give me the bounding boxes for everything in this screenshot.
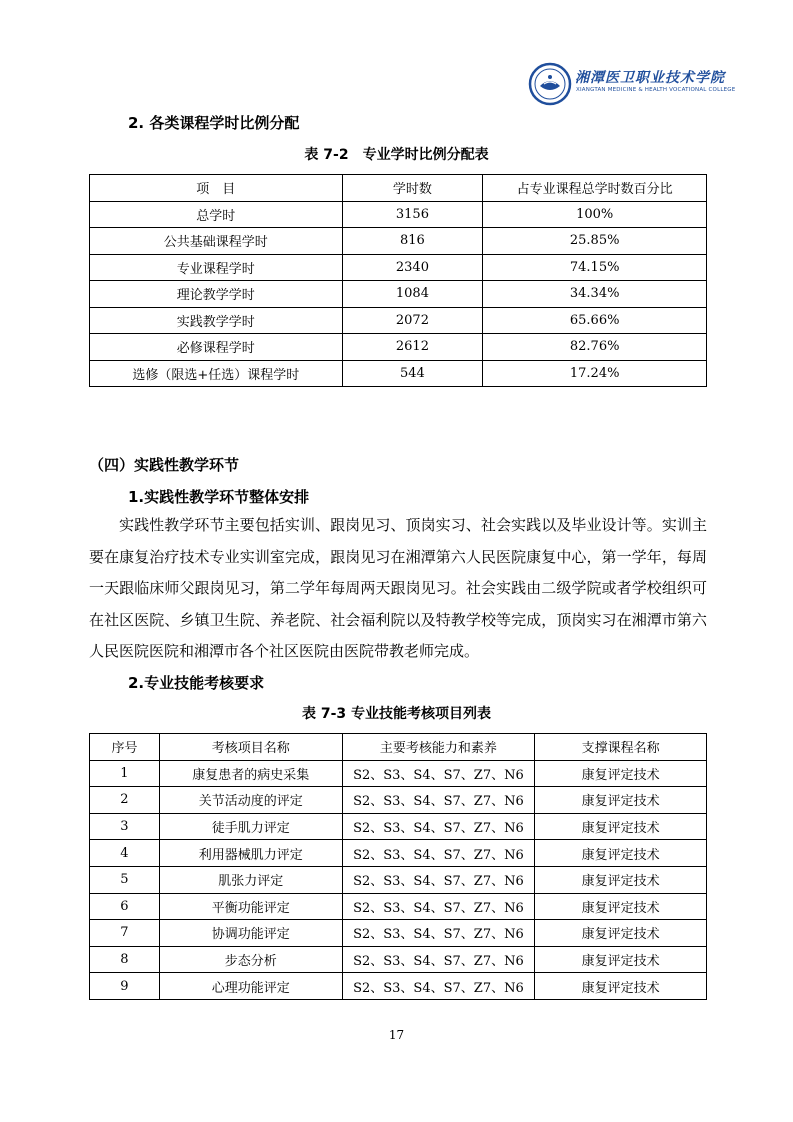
table-cell: 康复评定技术 (535, 893, 707, 920)
table-cell: 7 (90, 920, 160, 947)
practical-teaching-paragraph: 实践性教学环节主要包括实训、跟岗见习、顶岗实习、社会实践以及毕业设计等。实训主要在康复治疗技术专业实训室完成，跟岗见习在湘潭第六人民医院康复中心，第一学年，每周一天跟临床师父跟岗见习，第二学年每周两天跟岗见习。社会实践由二级学院或者学校组织可在社区医院、乡镇卫生院、养老院、社会福利院以及特教学校等完成，顶岗实习在湘潭市第六人民医院医院和湘潭市各个社区医院由医院带教老师完成。 (89, 516, 707, 660)
table-cell: 9 (90, 973, 160, 1000)
table-cell: 必修课程学时 (90, 334, 343, 361)
table-cell: 17.24% (483, 360, 707, 387)
table-cell: S2、S3、S4、S7、Z7、N6 (342, 813, 535, 840)
skill-assessment-table (89, 733, 707, 1000)
college-logo (528, 62, 736, 110)
table-cell: S2、S3、S4、S7、Z7、N6 (342, 973, 535, 1000)
table-row (90, 201, 707, 228)
table-cell: 康复患者的病史采集 (159, 760, 342, 787)
table-cell: 5 (90, 866, 160, 893)
logo-college-name: 湘潭医卫职业技术学院 (575, 70, 725, 86)
table-row (90, 760, 707, 787)
table-cell: 公共基础课程学时 (90, 228, 343, 255)
table-row (90, 813, 707, 840)
table-cell: 2612 (342, 334, 483, 361)
table-row (90, 228, 707, 255)
column-header: 考核项目名称 (159, 734, 342, 761)
table-cell: 6 (90, 893, 160, 920)
subheading-skill-assessment: 2.专业技能考核要求 (128, 674, 265, 692)
table-cell: S2、S3、S4、S7、Z7、N6 (342, 893, 535, 920)
table-row (90, 866, 707, 893)
column-header: 占专业课程总学时数百分比 (483, 175, 707, 202)
table-cell: 关节活动度的评定 (159, 787, 342, 814)
table-row (90, 254, 707, 281)
table-cell: 选修（限选+任选）课程学时 (90, 360, 343, 387)
table-row (90, 920, 707, 947)
table-cell: 利用器械肌力评定 (159, 840, 342, 867)
table-header-row (90, 175, 707, 202)
table-cell: 步态分析 (159, 946, 342, 973)
table-cell: 理论教学学时 (90, 281, 343, 308)
column-header: 学时数 (342, 175, 483, 202)
table-cell: 总学时 (90, 201, 343, 228)
table-cell: 3 (90, 813, 160, 840)
table-cell: 2340 (342, 254, 483, 281)
table-cell: 2072 (342, 307, 483, 334)
table-cell: 平衡功能评定 (159, 893, 342, 920)
table-row (90, 893, 707, 920)
table-cell: 专业课程学时 (90, 254, 343, 281)
table-cell: 8 (90, 946, 160, 973)
table-cell: S2、S3、S4、S7、Z7、N6 (342, 787, 535, 814)
table-row (90, 787, 707, 814)
table-cell: 康复评定技术 (535, 840, 707, 867)
table-cell: S2、S3、S4、S7、Z7、N6 (342, 840, 535, 867)
table-cell: 康复评定技术 (535, 973, 707, 1000)
table-cell: S2、S3、S4、S7、Z7、N6 (342, 760, 535, 787)
table-row (90, 840, 707, 867)
table-cell: 4 (90, 840, 160, 867)
table-cell: S2、S3、S4、S7、Z7、N6 (342, 920, 535, 947)
table-row (90, 334, 707, 361)
table-cell: 康复评定技术 (535, 813, 707, 840)
table-row (90, 307, 707, 334)
section-heading-hours-ratio: 2. 各类课程学时比例分配 (128, 114, 300, 132)
table-cell: 1084 (342, 281, 483, 308)
table-cell: 实践教学学时 (90, 307, 343, 334)
column-header: 支撑课程名称 (535, 734, 707, 761)
table-cell: 544 (342, 360, 483, 387)
table-cell: 100% (483, 201, 707, 228)
subheading-overall-arrangement: 1.实践性教学环节整体安排 (128, 488, 310, 506)
table-cell: 1 (90, 760, 160, 787)
logo-subtitle: XIANGTAN MEDICINE & HEALTH VOCATIONAL COLLEGE (576, 87, 736, 93)
table-cell: 65.66% (483, 307, 707, 334)
hours-ratio-table (89, 174, 707, 387)
table-7-2-caption: 表 7-2 专业学时比例分配表 (304, 147, 489, 163)
table-row (90, 281, 707, 308)
table-cell: 徒手肌力评定 (159, 813, 342, 840)
table-row (90, 973, 707, 1000)
table-cell: 康复评定技术 (535, 760, 707, 787)
table-row (90, 946, 707, 973)
table-cell: S2、S3、S4、S7、Z7、N6 (342, 946, 535, 973)
table-header-row (90, 734, 707, 761)
table-cell: 康复评定技术 (535, 946, 707, 973)
table-cell: 82.76% (483, 334, 707, 361)
table-cell: 2 (90, 787, 160, 814)
table-row (90, 360, 707, 387)
table-cell: 协调功能评定 (159, 920, 342, 947)
column-header: 项 目 (90, 175, 343, 202)
table-cell: 肌张力评定 (159, 866, 342, 893)
table-cell: 3156 (342, 201, 483, 228)
table-cell: 34.34% (483, 281, 707, 308)
table-7-3-caption: 表 7-3 专业技能考核项目列表 (301, 706, 492, 722)
table-cell: 康复评定技术 (535, 920, 707, 947)
section-heading-practical-teaching: （四）实践性教学环节 (89, 456, 240, 474)
table-cell: 25.85% (483, 228, 707, 255)
table-cell: 康复评定技术 (535, 866, 707, 893)
column-header: 主要考核能力和素养 (342, 734, 535, 761)
table-cell: 心理功能评定 (159, 973, 342, 1000)
table-cell: 816 (342, 228, 483, 255)
page-number: 17 (388, 1028, 405, 1042)
table-cell: S2、S3、S4、S7、Z7、N6 (342, 866, 535, 893)
table-cell: 74.15% (483, 254, 707, 281)
table-cell: 康复评定技术 (535, 787, 707, 814)
college-emblem-icon (528, 62, 572, 106)
column-header: 序号 (90, 734, 160, 761)
